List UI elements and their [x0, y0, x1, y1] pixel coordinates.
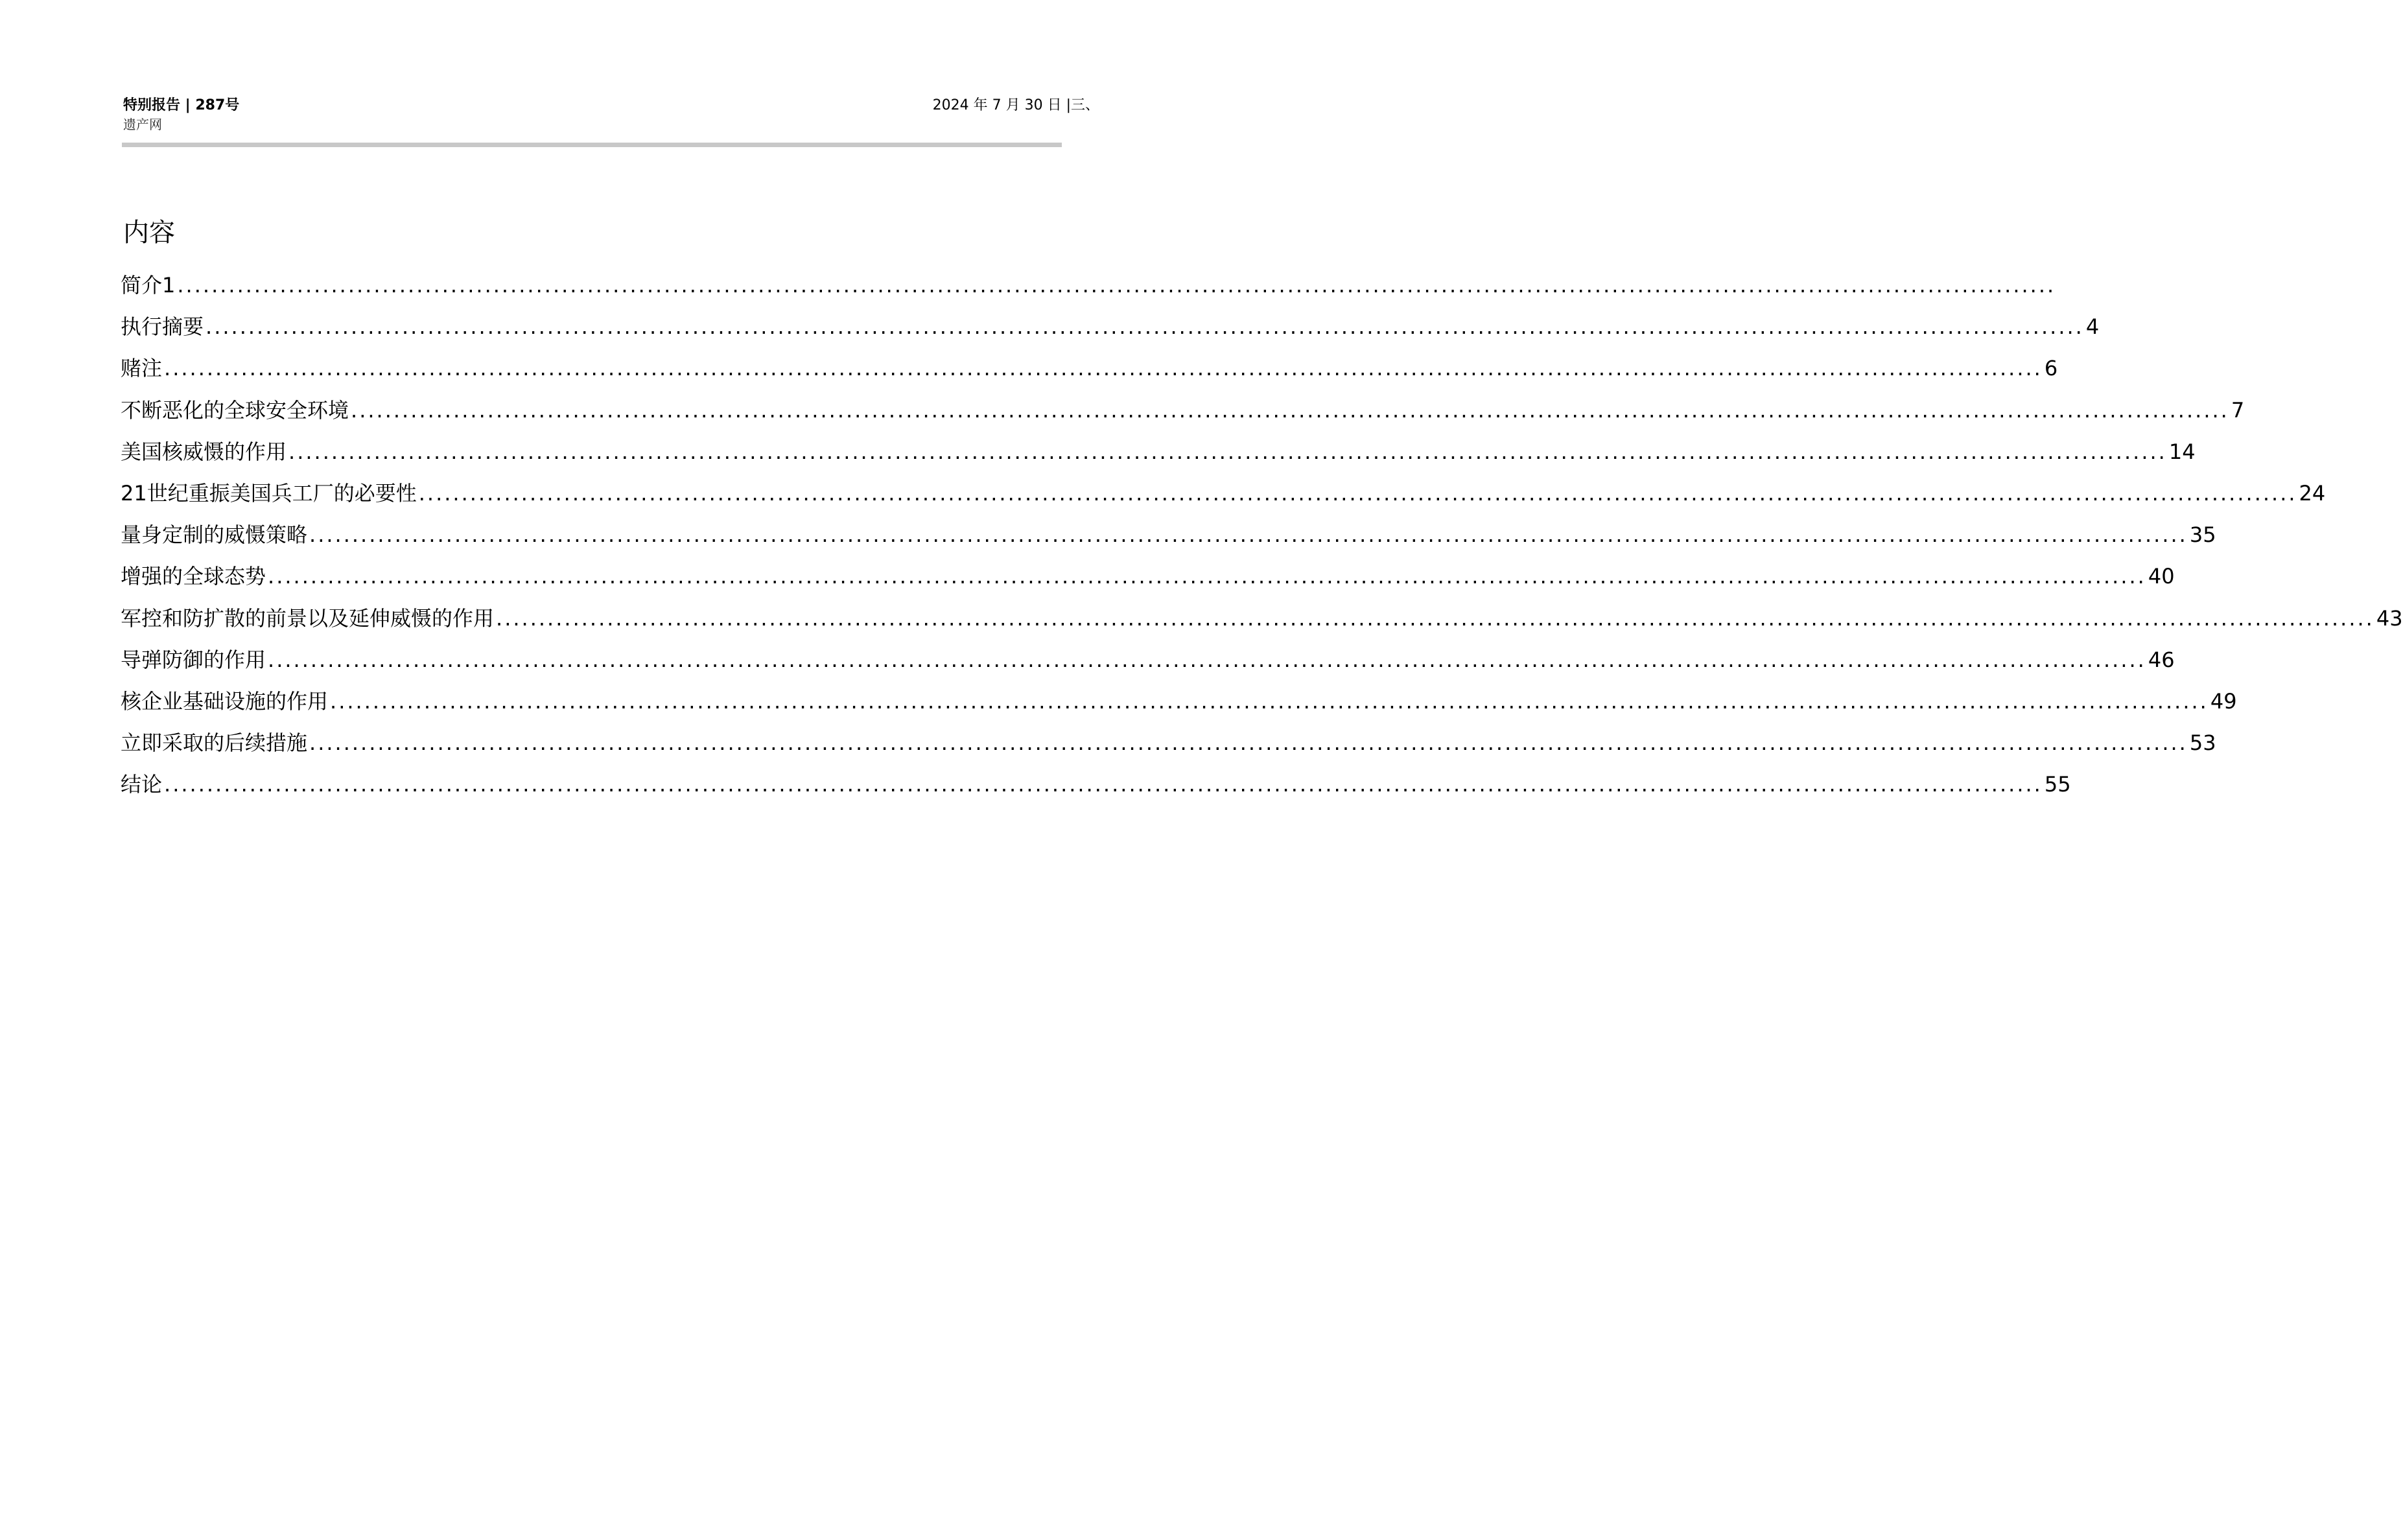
toc-entry-page: 35: [2189, 522, 2216, 548]
dot-leader: ............................................................................................................................................................................................................................: [309, 730, 2188, 756]
toc-entry-page: 43: [2376, 605, 2403, 631]
toc-entry-title: 简介1: [121, 273, 176, 298]
toc-entry-page: 24: [2299, 480, 2326, 506]
toc-entry-page: 55: [2044, 772, 2071, 797]
dot-leader: ............................................................................................................................................................................................................................: [418, 480, 2297, 506]
toc-heading: 内容: [123, 217, 175, 248]
dot-leader: ............................................................................................................................................................................................................................: [351, 397, 2229, 423]
toc-entry[interactable]: [121, 264, 2056, 306]
toc-entry-title: 21世纪重振美国兵工厂的必要性: [121, 480, 417, 506]
dot-leader: ............................................................................................................................................................................................................................: [496, 605, 2374, 631]
toc-entry-title: 不断恶化的全球安全环境: [121, 397, 349, 423]
toc-entry[interactable]: [121, 472, 2326, 514]
organization-name: 遗产网: [123, 117, 162, 132]
dot-leader: ............................................................................................................................................................................................................................: [177, 273, 2056, 298]
dot-leader: ............................................................................................................................................................................................................................: [330, 688, 2209, 714]
toc-entry-title: 美国核威慑的作用: [121, 439, 287, 464]
toc-entry[interactable]: [121, 390, 2245, 431]
toc-entry-page: 7: [2231, 397, 2245, 423]
page-header-left: [123, 96, 239, 134]
report-label: 特别报告 | 287号: [123, 97, 240, 113]
toc-entry[interactable]: [121, 555, 2175, 597]
toc-entry-page: 6: [2044, 356, 2058, 381]
toc-entry-page: 53: [2189, 730, 2216, 756]
dot-leader: ............................................................................................................................................................................................................................: [288, 439, 2167, 464]
toc-entry-page: 14: [2168, 439, 2196, 464]
dot-leader: ............................................................................................................................................................................................................................: [309, 522, 2188, 548]
toc-entry-page: 4: [2085, 314, 2100, 340]
toc-entry-title: 核企业基础设施的作用: [121, 688, 329, 714]
toc-entry-page: 46: [2148, 647, 2175, 672]
report-date: 2024 年 7 月 30 日 |三、: [932, 97, 1099, 113]
toc-entry[interactable]: [121, 639, 2175, 681]
dot-leader: ............................................................................................................................................................................................................................: [268, 647, 2146, 672]
toc-entry[interactable]: [121, 764, 2071, 805]
toc-entry[interactable]: [121, 681, 2237, 722]
table-of-contents: [121, 264, 2403, 805]
header-divider: [122, 143, 1062, 147]
toc-entry[interactable]: [121, 306, 2100, 347]
toc-entry-title: 军控和防扩散的前景以及延伸威慑的作用: [121, 605, 495, 631]
toc-entry-title: 导弹防御的作用: [121, 647, 266, 672]
toc-entry-title: 执行摘要: [121, 314, 204, 340]
toc-entry-title: 结论: [121, 772, 163, 797]
dot-leader: ............................................................................................................................................................................................................................: [205, 314, 2084, 340]
toc-entry[interactable]: [121, 722, 2216, 764]
toc-entry[interactable]: [121, 347, 2058, 389]
toc-entry[interactable]: [121, 598, 2403, 639]
toc-entry-page: 49: [2210, 688, 2237, 714]
toc-entry-title: 量身定制的威慑策略: [121, 522, 308, 548]
toc-entry-page: 40: [2148, 564, 2175, 589]
toc-entry-title: 增强的全球态势: [121, 564, 266, 589]
toc-entry-title: 立即采取的后续措施: [121, 730, 308, 756]
toc-entry-title: 赌注: [121, 356, 163, 381]
toc-entry[interactable]: [121, 514, 2216, 555]
dot-leader: ............................................................................................................................................................................................................................: [268, 564, 2146, 589]
dot-leader: ............................................................................................................................................................................................................................: [164, 772, 2043, 797]
dot-leader: ............................................................................................................................................................................................................................: [164, 356, 2043, 381]
toc-entry[interactable]: [121, 431, 2196, 472]
